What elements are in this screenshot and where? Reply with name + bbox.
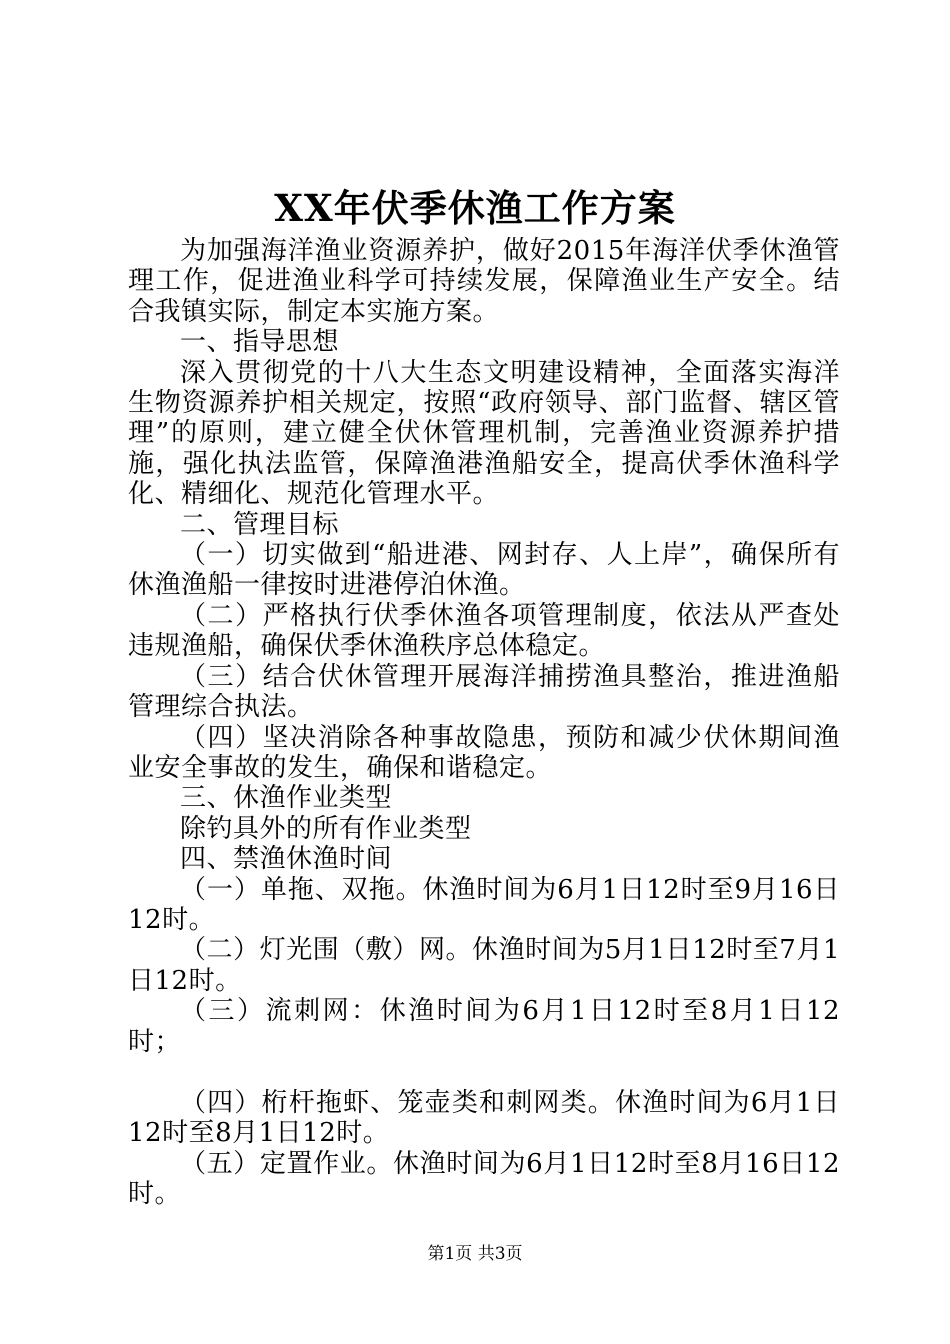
goal-item-2: （二）严格执行伏季休渔各项管理制度，依法从严查处违规渔船，确保伏季休渔秩序总体稳定。 [128, 600, 840, 662]
time-item-4: （四）桁杆拖虾、笼壶类和刺网类。休渔时间为6月1日12时至8月1日12时。 [128, 1087, 840, 1149]
goal-item-4: （四）坚决消除各种事故隐患，预防和减少伏休期间渔业安全事故的发生，确保和谐稳定。 [128, 722, 840, 783]
section-heading-guiding-ideology: 一、指导思想 [180, 327, 340, 358]
guiding-ideology-paragraph: 深入贯彻党的十八大生态文明建设精神，全面落实海洋生物资源养护相关规定，按照“政府领导、部门监督、辖区管理”的原则，建立健全伏休管理机制，完善渔业资源养护措施，强化执法监管，保障渔港渔船安全，提高伏季休渔科学化、精细化、规范化管理水平。 [128, 357, 840, 510]
document-body [128, 236, 840, 1210]
blank-line [128, 1057, 840, 1088]
section-heading-closed-season-time: 四、禁渔休渔时间 [180, 844, 393, 875]
operation-types-paragraph: 除钓具外的所有作业类型 [180, 813, 472, 844]
intro-paragraph: 为加强海洋渔业资源养护，做好2015年海洋伏季休渔管理工作，促进渔业科学可持续发展，保障渔业生产安全。结合我镇实际，制定本实施方案。 [128, 236, 840, 327]
time-item-1: （一）单拖、双拖。休渔时间为6月1日12时至9月16日12时。 [128, 874, 840, 935]
time-item-3: （三）流刺网：休渔时间为6月1日12时至8月1日12时； [128, 996, 840, 1057]
section-heading-operation-types: 三、休渔作业类型 [180, 783, 393, 814]
page-footer: 第1页 共3页 [427, 1244, 523, 1264]
time-item-5: （五）定置作业。休渔时间为6月1日12时至8月16日12时。 [128, 1148, 840, 1210]
section-heading-management-goals: 二、管理目标 [180, 509, 340, 540]
document-title: XX年伏季休渔工作方案 [274, 186, 676, 230]
time-item-2: （二）灯光围（敷）网。休渔时间为5月1日12时至7月1日12时。 [128, 935, 840, 996]
goal-item-1: （一）切实做到“船进港、网封存、人上岸”，确保所有休渔渔船一律按时进港停泊休渔。 [128, 540, 840, 601]
goal-item-3: （三）结合伏休管理开展海洋捕捞渔具整治，推进渔船管理综合执法。 [128, 661, 840, 723]
